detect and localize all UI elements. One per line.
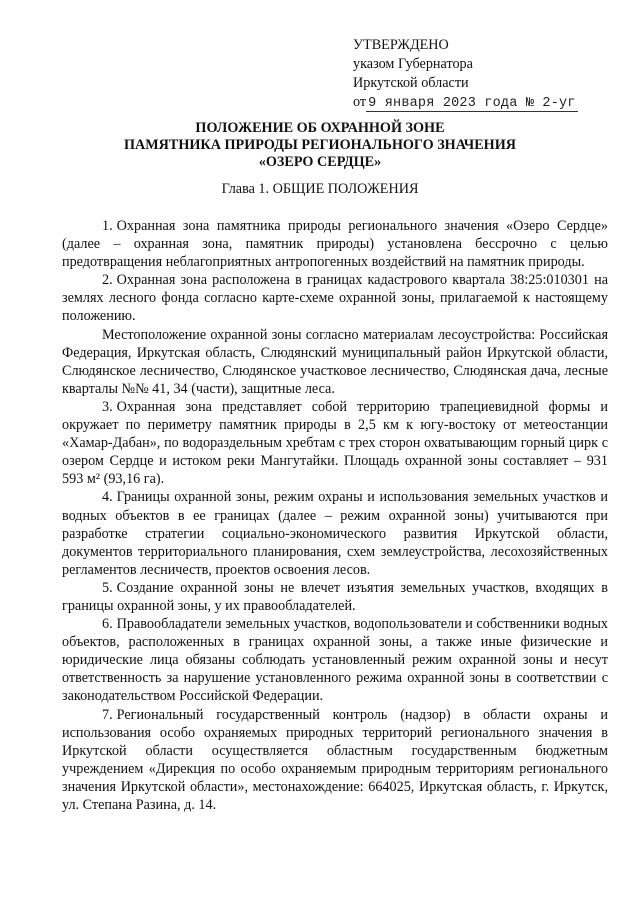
paragraph-location [62,326,608,398]
paragraph-text: Охранная зона представляет собой территорию трапециевидной формы и окружает по периметру памятник природы в 2,5 км к югу-востоку от метеостанции «Хамар-Дабан», по водораздельным хребтам с трех сторон охватывающим горный цирк с озером Сердце и истоком реки Мангутайки. Площадь охранной зоны составляет – 931 593 м² (93,16 га). [62,398,608,488]
approval-date-line [353,93,578,113]
document-title [60,120,580,171]
approval-line-1: УТВЕРЖДЕНО [353,37,449,53]
title-line-3: «ОЗЕРО СЕРДЦЕ» [258,154,382,170]
paragraph-text: Региональный государственный контроль (надзор) в области охраны и использования особо охраняемых природных территорий регионального значения в Иркутской области осуществляется областным государственным бюджетным учреждением «Дирекция по особо охраняемым природным территориям регионального значения Иркутской области», местонахождение: 664025, Иркутская область, г. Иркутск, ул. Степана Разина, д. 14. [62,706,608,813]
paragraph-text: Правообладатели земельных участков, водопользователи и собственники водных объектов, расположенных в границах охранной зоны, а также иные физические и юридические лица обязаны соблюдать установленный режим охранной зоны и несут ответственность за нарушение установленного режима охранной зоны в соответствии с законодательством Российской Федерации. [62,616,608,705]
paragraph-number: 1. [102,218,113,234]
paragraph-2 [62,271,608,325]
paragraph-number: 5. [102,579,113,596]
paragraph-text: Охранная зона расположена в границах кадастрового квартала 38:25:010301 на землях лесного фонда согласно карте-схеме охранной зоны, прилагаемой к настоящему положению. [62,272,608,325]
document-body [62,217,608,814]
approval-date-fill: 9 января 2023 года № 2-уг [368,96,576,111]
approval-line-3: Иркутской области [353,75,469,91]
approval-stamp [353,36,578,113]
paragraph-text: Охранная зона памятника природы регионального значения «Озеро Сердце» (далее – охранная зона, памятник природы) установлена бессрочно с целью предотвращения неблагоприятных антропогенных воздействий на памятник природы. [62,218,608,271]
paragraph-1 [62,217,608,271]
paragraph-text: Местоположение охранной зоны согласно материалам лесоустройства: Российская Федерация, Иркутская область, Слюдянский муниципальный район Иркутской области, Слюдянское лесничество, Слюдянское участковое лесничество, Слюдянская дача, лесные кварталы №№ 41, 34 (части), защитные леса. [62,326,608,397]
approval-date-prefix: от [353,94,367,110]
paragraph-text: Создание охранной зоны не влечет изъятия земельных участков, входящих в границы охранной зоны, у их правообладателей. [62,579,608,614]
paragraph-number: 7. [102,706,113,723]
paragraph-5 [62,579,608,615]
paragraph-text: Границы охранной зоны, режим охраны и использования земельных участков и водных объектов в ее границах (далее – режим охранной зоны) учитываются при разработке стратегии социально-экономического развития Иркутской области, документов территориального планирования, схем землеустройства, лесохозяйственных регламентов лесничеств, проектов освоения лесов. [62,489,608,578]
paragraph-6 [62,615,608,705]
paragraph-3 [62,398,608,488]
paragraph-number: 3. [102,398,113,415]
paragraph-4 [62,488,608,578]
title-line-2: ПАМЯТНИКА ПРИРОДЫ РЕГИОНАЛЬНОГО ЗНАЧЕНИЯ [123,137,516,153]
paragraph-number: 2. [102,272,113,289]
paragraph-number: 4. [102,489,113,506]
paragraph-7 [62,706,608,815]
approval-line-2: указом Губернатора [353,56,473,72]
title-line-1: ПОЛОЖЕНИЕ ОБ ОХРАННОЙ ЗОНЕ [195,120,445,136]
paragraph-number: 6. [102,616,113,633]
chapter-heading: Глава 1. ОБЩИЕ ПОЛОЖЕНИЯ [221,181,419,197]
